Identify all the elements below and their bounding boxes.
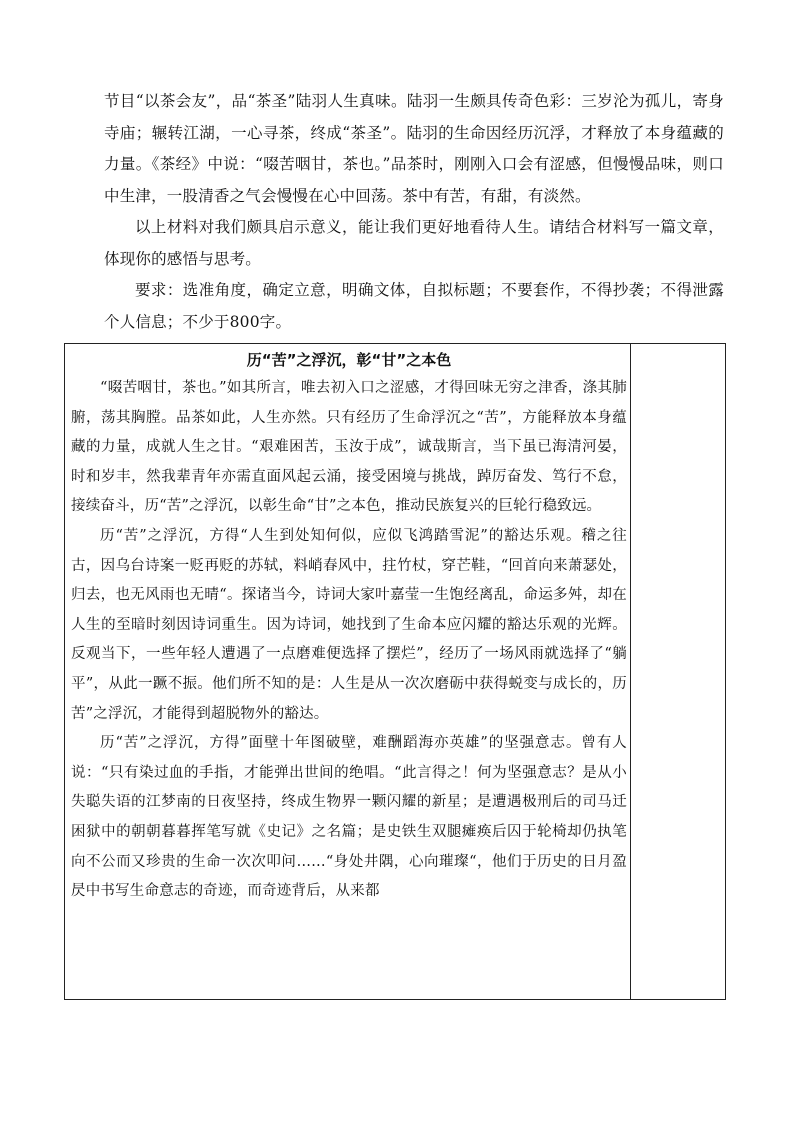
essay-paragraph-1: “啜苦咽甘，茶也。”如其所言，唯去初入口之涩感，才得回味无穷之津香，涤其肺腑，荡其胸膛。品茶如此，人生亦然。只有经历了生命浮沉之“苦”，方能释放本身蕴藏的力量，成就人生之甘。“艰难困苦，玉汝于成”，诚哉斯言，当下虽已海清河晏，时和岁丰，然我辈青年亦需直面风起云涌，接受困境与挑战，踔厉奋发、笃行不怠，接续奋斗，历“苦”之浮沉，以彰生命“甘”之本色，推动民族复兴的巨轮行稳致远。 bbox=[71, 380, 627, 515]
essay-paragraph-2: 历“苦”之浮沉，方得“人生到处知何似，应似飞鸿踏雪泥”的豁达乐观。稽之往古，因乌台诗案一贬再贬的苏轼，料峭春风中，拄竹杖，穿芒鞋，“回首向来萧瑟处，归去，也无风雨也无晴“。探诸当今，诗词大家叶嘉莹一生饱经离乱，命运多舛，却在人生的至暗时刻因诗词重生。因为诗词，她找到了生命本应闪耀的豁达乐观的光辉。反观当下，一些年轻人遭遇了一点磨难便选择了摆烂”，经历了一场风雨就选择了“躺平”，从此一蹶不振。他们所不知的是：人生是从一次次磨砺中获得蜕变与成长的，历苦”之浮沉，才能得到超脱物外的豁达。 bbox=[71, 527, 627, 722]
prompt-paragraph-material: 节目“以茶会友”，品“茶圣”陆羽人生真味。陆羽一生颇具传奇色彩：三岁沦为孤儿，寄身寺庙；辗转江湖，一心寻茶，终成“茶圣”。陆羽的生命因经历沉浮，才释放了本身蕴藏的力量。《茶经》中说：“啜苦咽甘，茶也。”品茶时，刚刚入口会有涩感，但慢慢品味，则口中生津，一股清香之气会慢慢在心中回荡。茶中有苦，有甜，有淡然。 bbox=[104, 92, 724, 205]
essay-paragraph-3: 历“苦”之浮沉，方得”面壁十年图破壁，难酬蹈海亦英雄”的坚强意志。曾有人说：“只有染过血的手指，才能弹出世间的绝唱。“此言得之！何为坚强意志？是从小失聪失语的江梦南的日夜坚持，终成生物界一颗闪耀的新星；是遭遇极刑后的司马迁困狱中的朝朝暮暮挥笔写就《史记》之名篇；是史铁生双腿瘫痪后囚于轮椅却仍执笔向不公而又珍贵的生命一次次叩问……“身处井隅，心向璀璨“，他们于历史的日月盈昃中书写生命意志的奇迹，而奇迹背后，从来都 bbox=[71, 735, 627, 900]
essay-table bbox=[64, 343, 726, 1000]
essay-title: 历“苦”之浮沉，彰“甘”之本色 bbox=[246, 351, 452, 369]
essay-body bbox=[71, 344, 627, 907]
column-divider bbox=[630, 344, 631, 999]
prompt-paragraph-requirements: 要求：选准角度，确定立意，明确文体，自拟标题；不要套作，不得抄袭；不得泄露个人信息；不少于800字。 bbox=[104, 281, 724, 331]
prompt-paragraph-instruction: 以上材料对我们颇具启示意义，能让我们更好地看待人生。请结合材料写一篇文章，体现你的感悟与思考。 bbox=[104, 218, 724, 268]
prompt-material bbox=[104, 86, 724, 338]
